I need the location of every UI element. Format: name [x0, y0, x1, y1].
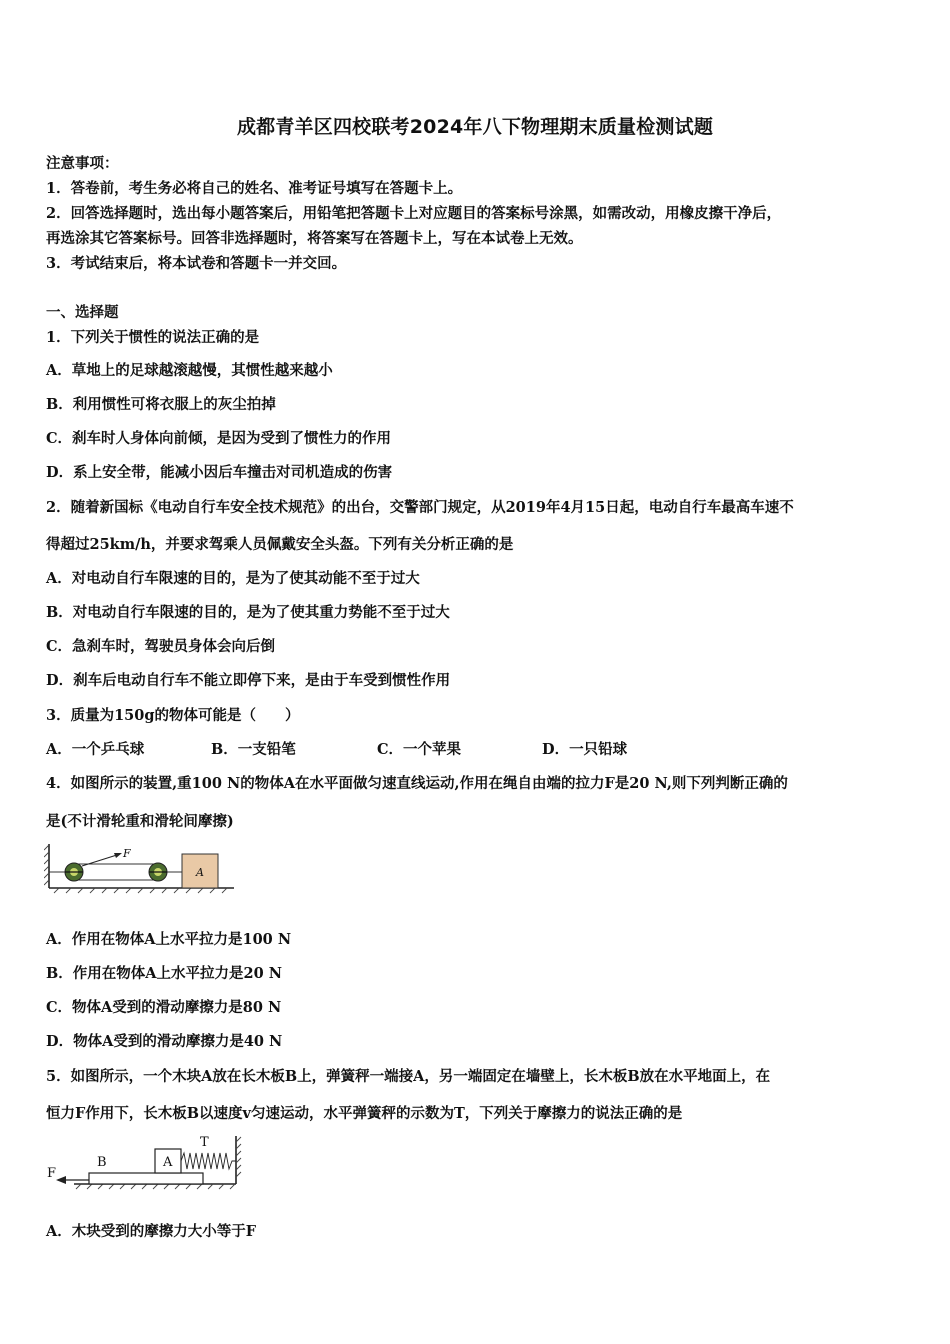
notice-item-3: 3．考试结束后，将本试卷和答题卡一并交回。 [46, 255, 347, 272]
spring-figure [44, 1132, 249, 1194]
section-heading: 一、选择题 [46, 304, 119, 321]
pulley-figure [44, 842, 239, 894]
q1-option-d: D．系上安全带，能减小因后车撞击对司机造成的伤害 [46, 464, 393, 481]
q1-option-a: A．草地上的足球越滚越慢，其惯性越来越小 [46, 362, 333, 379]
q3-option-a: A．一个乒乓球 [46, 741, 145, 758]
q1-option-b: B．利用惯性可将衣服上的灰尘拍掉 [46, 396, 276, 413]
q2-stem-line2: 得超过25km/h，并要求驾乘人员佩戴安全头盔。下列有关分析正确的是 [46, 536, 514, 553]
q3-option-c: C．一个苹果 [377, 741, 462, 758]
q3-stem: 3．质量为150g的物体可能是（ ） [46, 707, 300, 724]
pulley-block-label: A [196, 866, 204, 879]
pulley-force-label: F [123, 847, 131, 860]
force-label: F [47, 1166, 57, 1181]
q5-stem-line1: 5．如图所示，一个木块A放在长木板B上，弹簧秤一端接A，另一端固定在墙壁上，长木板B放在水平地面上，在 [46, 1068, 771, 1085]
q5-stem-line2: 恒力F作用下，长木板B以速度v匀速运动，水平弹簧秤的示数为T，下列关于摩擦力的说法正确的是 [46, 1105, 683, 1122]
tension-label: T [200, 1135, 209, 1150]
q3-option-d: D．一只铅球 [542, 741, 628, 758]
block-label: A [163, 1155, 173, 1170]
q1-option-c: C．刹车时人身体向前倾，是因为受到了惯性力的作用 [46, 430, 392, 447]
q4-option-a: A．作用在物体A上水平拉力是100 N [46, 931, 292, 948]
q2-option-c: C．急刹车时，驾驶员身体会向后倒 [46, 638, 276, 655]
q5-option-a: A．木块受到的摩擦力大小等于F [46, 1223, 257, 1240]
exam-title: 成都青羊区四校联考2024年八下物理期末质量检测试题 [236, 116, 714, 138]
q3-options [46, 738, 916, 758]
q2-option-d: D．刹车后电动自行车不能立即停下来，是由于车受到惯性作用 [46, 672, 451, 689]
notice-item-2-cont: 再选涂其它答案标号。回答非选择题时，将答案写在答题卡上，写在本试卷上无效。 [46, 230, 583, 247]
q3-option-b: B．一支铅笔 [211, 741, 296, 758]
q4-stem-line2: 是(不计滑轮重和滑轮间摩擦) [46, 813, 234, 830]
notice-item-1: 1．答卷前，考生务必将自己的姓名、准考证号填写在答题卡上。 [46, 180, 463, 197]
q2-option-b: B．对电动自行车限速的目的，是为了使其重力势能不至于过大 [46, 604, 450, 621]
q4-option-d: D．物体A受到的滑动摩擦力是40 N [46, 1033, 283, 1050]
q4-option-b: B．作用在物体A上水平拉力是20 N [46, 965, 282, 982]
q2-option-a: A．对电动自行车限速的目的，是为了使其动能不至于过大 [46, 570, 420, 587]
board-label: B [97, 1155, 107, 1170]
q1-stem: 1．下列关于惯性的说法正确的是 [46, 329, 260, 346]
notice-heading: 注意事项： [46, 155, 119, 172]
notice-item-2: 2．回答选择题时，选出每小题答案后，用铅笔把答题卡上对应题目的答案标号涂黑，如需改动，用橡皮擦干净后， [46, 205, 782, 222]
q4-option-c: C．物体A受到的滑动摩擦力是80 N [46, 999, 282, 1016]
q4-stem-line1: 4．如图所示的装置,重100 N的物体A在水平面做匀速直线运动,作用在绳自由端的拉力F是20 N,则下列判断正确的 [46, 775, 788, 792]
q2-stem-line1: 2．随着新国标《电动自行车安全技术规范》的出台，交警部门规定，从2019年4月15日起，电动自行车最高车速不 [46, 499, 794, 516]
